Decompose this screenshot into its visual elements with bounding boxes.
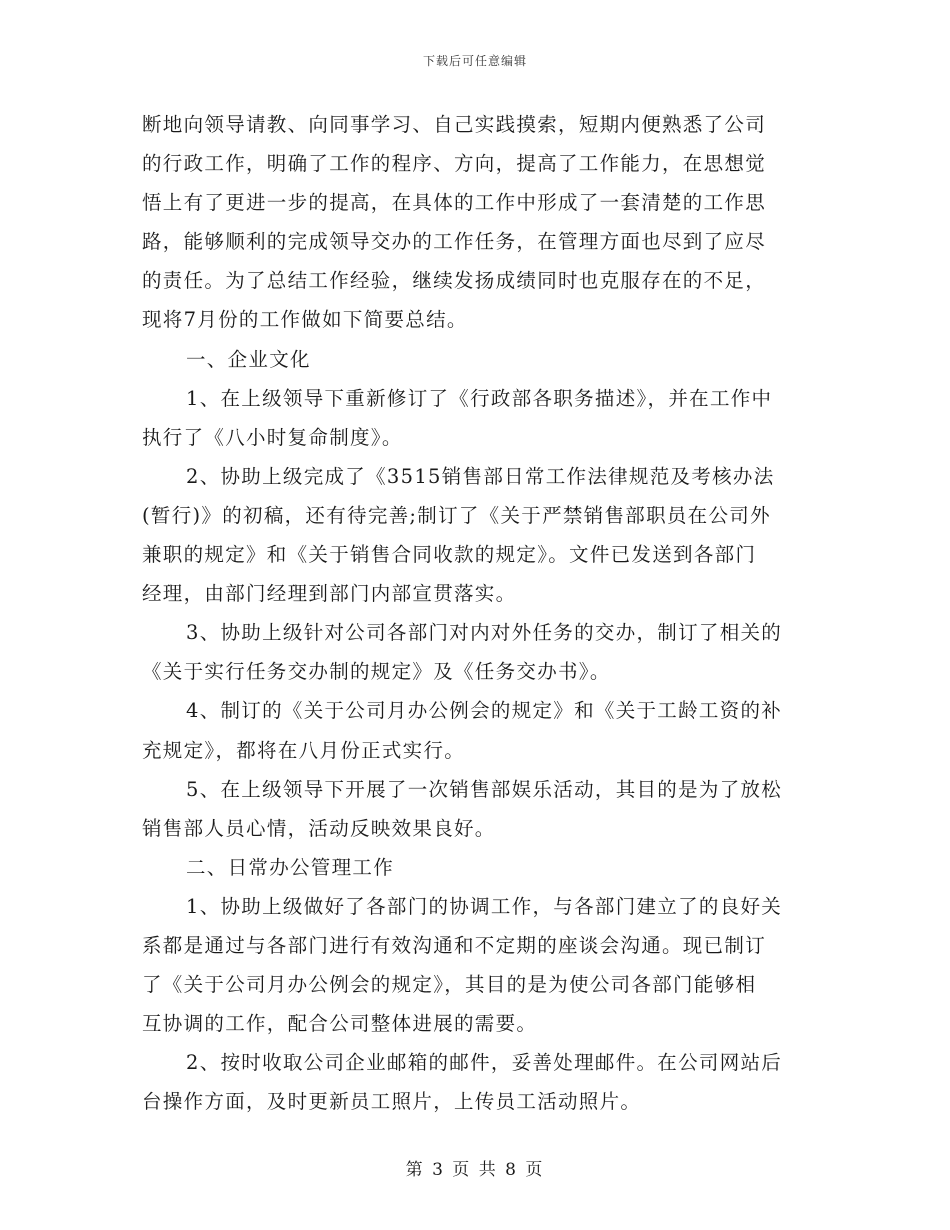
paragraph-line: 经理，由部门经理到部门内部宣贯落实。 [142,582,517,606]
paragraph-line: 5、在上级领导下开展了一次销售部娱乐活动，其目的是为了放松 [186,777,783,801]
section-heading: 二、日常办公管理工作 [186,855,395,879]
paragraph-line: 执行了《八小时复命制度》。 [142,425,403,449]
page-header: 下载后可任意编辑 [422,54,527,68]
paragraph-line: 的行政工作，明确了工作的程序、方向，提高了工作能力，在思想觉 [142,152,767,176]
paragraph-line: 互协调的工作，配合公司整体进展的需要。 [142,1012,538,1036]
paragraph-line: 销售部人员心情，活动反映效果良好。 [142,816,496,840]
paragraph-line: 充规定》，都将在八月份正式实行。 [142,738,466,762]
paragraph-line: 2、协助上级完成了《3515销售部日常工作法律规范及考核办法 [186,464,775,488]
paragraph-line: 路，能够顺利的完成领导交办的工作任务，在管理方面也尽到了应尽 [142,230,767,254]
document-body [142,105,810,1121]
paragraph-line: 3、协助上级针对公司各部门对内对外任务的交办，制订了相关的 [186,621,783,645]
paragraph-line: 2、按时收取公司企业邮箱的邮件，妥善处理邮件。在公司网站后 [186,1051,783,1075]
page-number-footer: 第 3 页 共 8 页 [405,1160,545,1180]
paragraph-line: 台操作方面，及时更新员工照片，上传员工活动照片。 [142,1090,642,1114]
paragraph-line: 了《关于公司月办公例会的规定》，其目的是为使公司各部门能够相 [142,973,757,997]
paragraph-line: 断地向领导请教、向同事学习、自己实践摸索，短期内便熟悉了公司 [142,113,767,136]
paragraph-line: 现将7月份的工作做如下简要总结。 [142,308,468,332]
paragraph-line: 的责任。为了总结工作经验，继续发扬成绩同时也克服存在的不足， [142,269,767,293]
paragraph-line: 4、制订的《关于公司月办公例会的规定》和《关于工龄工资的补 [186,699,783,723]
paragraph-line: 兼职的规定》和《关于销售合同收款的规定》。文件已发送到各部门 [142,543,757,567]
paragraph-line: 系都是通过与各部门进行有效沟通和不定期的座谈会沟通。现已制订 [142,933,767,957]
paragraph-line: (暂行)》的初稿，还有待完善;制订了《关于严禁销售部职员在公司外 [142,503,771,527]
section-heading: 一、企业文化 [186,347,311,371]
paragraph-line: 《关于实行任务交办制的规定》及《任务交办书》。 [142,660,611,684]
paragraph-line: 1、在上级领导下重新修订了《行政部各职务描述》，并在工作中 [186,386,773,410]
paragraph-line: 悟上有了更进一步的提高，在具体的工作中形成了一套清楚的工作思 [142,191,767,215]
paragraph-line: 1、协助上级做好了各部门的协调工作，与各部门建立了的良好关 [186,894,783,918]
